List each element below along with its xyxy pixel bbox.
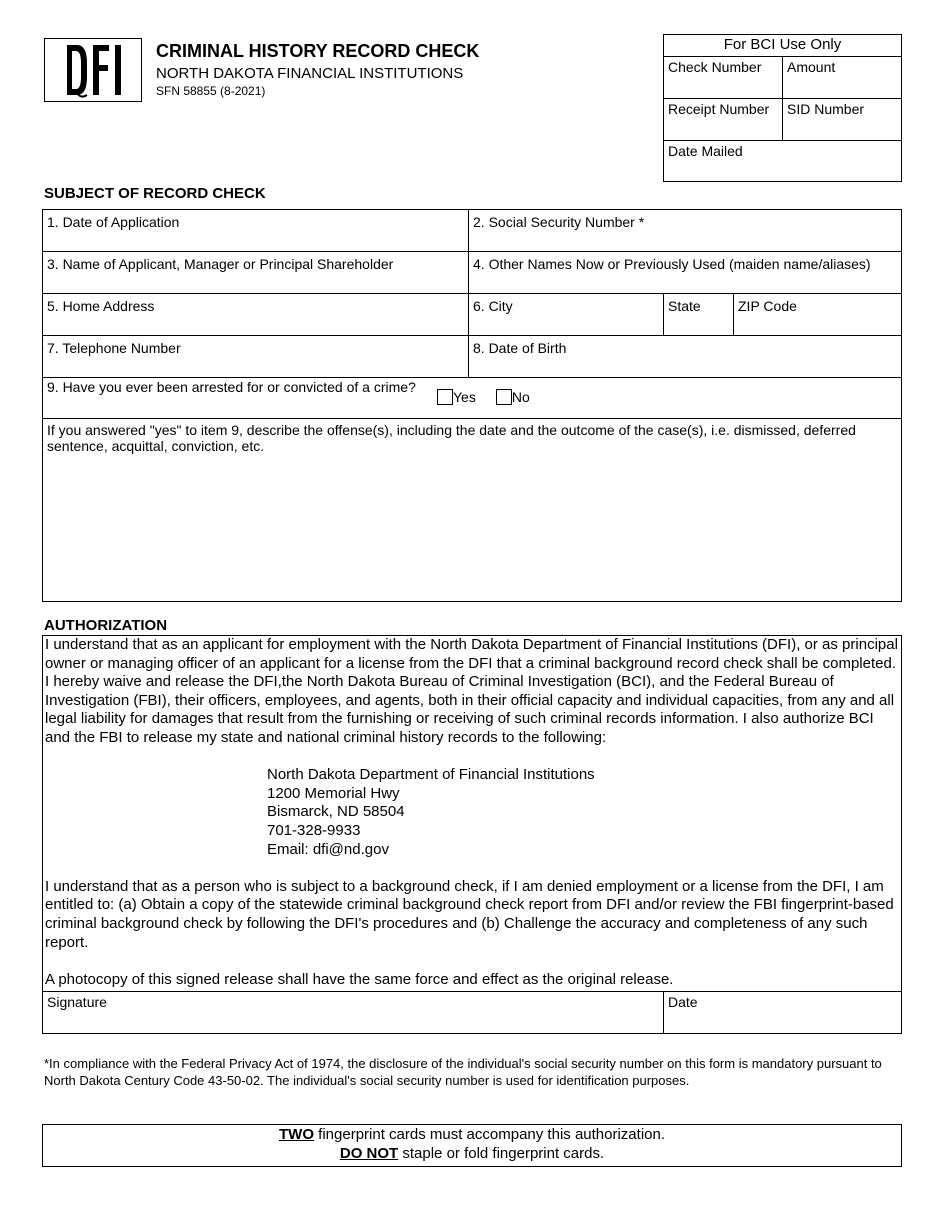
applicant-name-field[interactable]: 3. Name of Applicant, Manager or Principal Shareholder	[43, 252, 469, 293]
subject-heading: SUBJECT OF RECORD CHECK	[44, 185, 266, 202]
dob-field[interactable]: 8. Date of Birth	[473, 340, 567, 356]
zip-field[interactable]: ZIP Code	[738, 298, 797, 314]
signature-row	[43, 991, 901, 1033]
date-of-application-field[interactable]: 1. Date of Application	[43, 210, 469, 251]
address-line: Email: dfi@nd.gov	[267, 840, 389, 858]
no-label: No	[511, 389, 530, 405]
bci-box-title: For BCI Use Only	[664, 35, 901, 57]
date-mailed-field[interactable]: Date Mailed	[668, 143, 743, 159]
yes-label: Yes	[453, 389, 476, 405]
sid-number-field[interactable]: SID Number	[787, 101, 865, 117]
authorization-heading: AUTHORIZATION	[44, 617, 168, 634]
fingerprint-emph-2: DO NOT	[339, 1144, 399, 1162]
no-checkbox[interactable]	[496, 389, 512, 405]
form-number: SFN 58855 (8-2021)	[156, 84, 266, 98]
authorization-box	[42, 635, 902, 1034]
bci-use-box	[663, 34, 902, 182]
address-line: North Dakota Department of Financial Institutions	[267, 766, 595, 784]
fingerprint-notice	[42, 1124, 902, 1167]
address-line: Bismarck, ND 58504	[267, 803, 405, 821]
address-line: 1200 Memorial Hwy	[267, 784, 400, 802]
rights-paragraph: I understand that as a person who is subject to a background check, if I am denied employment or a license from the DFI, I am entitled to: (a) Obtain a copy of the statewide criminal background check report from DFI and/or review the FBI fingerprint-based criminal background check by following the DFI's procedures and (b) Challenge the accuracy and completeness of any such report.	[45, 877, 894, 951]
fingerprint-text-1: fingerprint cards must accompany this authorization.	[314, 1126, 665, 1143]
ssn-field[interactable]: 2. Social Security Number *	[473, 214, 645, 230]
signature-date-field[interactable]: Date	[668, 994, 698, 1010]
state-field[interactable]: State	[664, 294, 734, 335]
yes-checkbox[interactable]	[437, 389, 453, 405]
form-title: CRIMINAL HISTORY RECORD CHECK	[156, 41, 480, 61]
authorization-paragraph: I understand that as an applicant for employment with the North Dakota Department of Financial Institutions (DFI), or as principal owner or managing officer of an applicant for a license from the DFI that a criminal background record check shall be completed. I hereby waive and release the DFI,the North Dakota Bureau of Criminal Investigation (BCI), and the Federal Bureau of Investigation (FBI), their officers, employees, and agents, both in their official capacity and individual capacities, from any and all legal liability for damages that result from the furnishing or receiving of such criminal records information. I also authorize BCI and the FBI to release my state and national criminal history records to the following:	[45, 636, 898, 746]
photocopy-paragraph: A photocopy of this signed release shall have the same force and effect as the original release.	[45, 970, 674, 988]
amount-field[interactable]: Amount	[787, 59, 836, 75]
agency-name: NORTH DAKOTA FINANCIAL INSTITUTIONS	[156, 65, 464, 82]
privacy-note: *In compliance with the Federal Privacy Act of 1974, the disclosure of the individual's social security number on this form is mandatory pursuant to North Dakota Century Code 43-50-02. The individual's social security number is used for identification purposes.	[44, 1056, 882, 1088]
city-field[interactable]: 6. City	[469, 294, 664, 335]
arrest-question: 9. Have you ever been arrested for or convicted of a crime?	[47, 379, 416, 395]
signature-field[interactable]: Signature	[43, 992, 664, 1033]
address-line: 701-328-9933	[267, 821, 361, 839]
fingerprint-emph-1: TWO	[279, 1126, 314, 1143]
dfi-logo-icon	[45, 39, 141, 101]
subject-grid	[42, 209, 902, 602]
offense-description-field[interactable]: If you answered "yes" to item 9, describe the offense(s), including the date and the outcome of the case(s), i.e. dismissed, deferred sentence, acquittal, conviction, etc.	[47, 422, 856, 454]
home-address-field[interactable]: 5. Home Address	[43, 294, 469, 335]
telephone-field[interactable]: 7. Telephone Number	[43, 336, 469, 377]
receipt-number-field[interactable]: Receipt Number	[664, 99, 783, 140]
dfi-logo	[44, 38, 142, 102]
check-number-field[interactable]: Check Number	[664, 57, 783, 98]
dfi-address	[267, 766, 901, 859]
fingerprint-text-2: staple or fold fingerprint cards.	[398, 1144, 605, 1162]
arrest-question-row	[43, 378, 901, 419]
other-names-field[interactable]: 4. Other Names Now or Previously Used (maiden name/aliases)	[473, 256, 871, 272]
